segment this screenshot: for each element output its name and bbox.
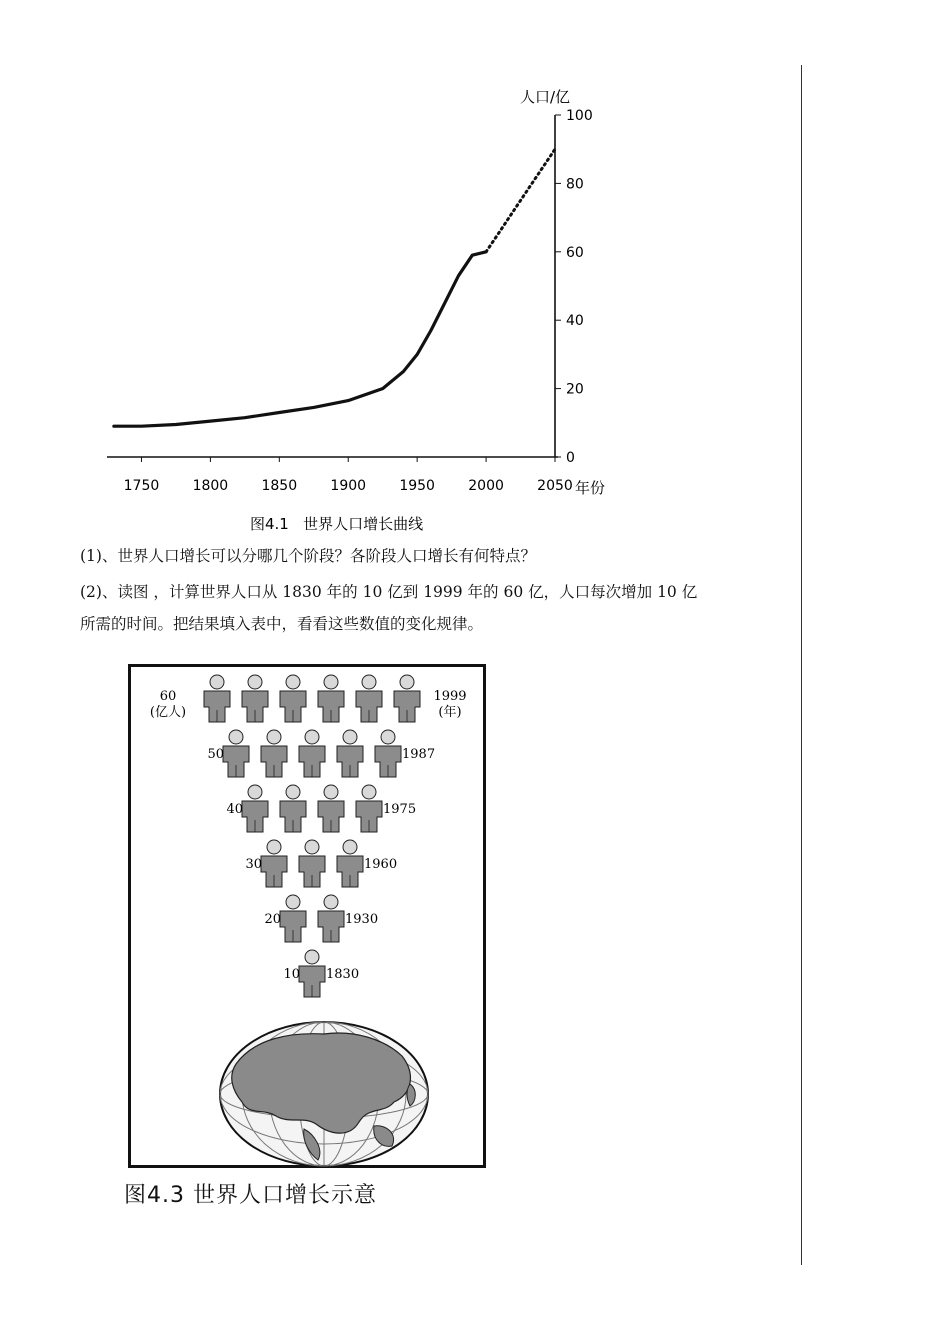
- y-axis-label: 人口/亿: [519, 88, 570, 106]
- population-pictogram: [128, 664, 488, 1172]
- top-right-unit: (年): [438, 705, 462, 720]
- x-tick-label: 1850: [261, 478, 298, 494]
- y-tick-label: 20: [566, 381, 584, 398]
- population-value-label: 20: [264, 912, 281, 927]
- population-line: [114, 252, 486, 426]
- projected-population-line: [486, 149, 555, 252]
- y-tick-label: 0: [566, 450, 575, 466]
- x-tick-label: 1900: [330, 478, 367, 494]
- x-axis-label: 年份: [575, 479, 606, 497]
- page-divider-line: [801, 65, 802, 1265]
- top-right-year: 1999: [433, 689, 467, 704]
- question-2-line-2: 所需的时间。把结果填入表中，看看这些数值的变化规律。: [80, 615, 484, 633]
- x-tick-label: 1750: [123, 478, 160, 494]
- y-tick-label: 100: [566, 108, 593, 124]
- question-2-line-1: (2)、读图 ，计算世界人口从 1830 年的 10 亿到 1999 年的 60 亿，人口每次增加 10 亿: [80, 583, 698, 601]
- top-left-unit: (亿人): [149, 705, 187, 720]
- question-1: (1)、世界人口增长可以分哪几个阶段？各阶段人口增长有何特点？: [80, 547, 536, 565]
- year-label: 1975: [383, 802, 417, 817]
- pictogram-caption: 图4.3 世界人口增长示意: [124, 1183, 377, 1208]
- y-tick-label: 40: [566, 313, 584, 330]
- chart-title: 图4.1 世界人口增长曲线: [250, 515, 424, 533]
- top-left-value: 60: [159, 689, 177, 704]
- x-tick-label: 2050: [537, 478, 573, 494]
- y-tick-label: 60: [566, 244, 584, 261]
- x-tick-label: 1950: [399, 478, 435, 494]
- year-label: 1987: [402, 747, 436, 762]
- globe-icon: [220, 1022, 428, 1166]
- year-label: 1930: [345, 912, 379, 927]
- population-value-label: 50: [207, 747, 224, 762]
- population-line-chart: [60, 75, 620, 535]
- year-label: 1960: [364, 857, 398, 872]
- population-value-label: 40: [226, 802, 243, 817]
- x-tick-label: 2000: [468, 478, 504, 494]
- population-value-label: 10: [283, 967, 300, 982]
- year-label: 1830: [326, 967, 360, 982]
- y-tick-label: 80: [566, 176, 584, 193]
- x-tick-label: 1800: [192, 478, 229, 494]
- population-value-label: 30: [245, 857, 262, 872]
